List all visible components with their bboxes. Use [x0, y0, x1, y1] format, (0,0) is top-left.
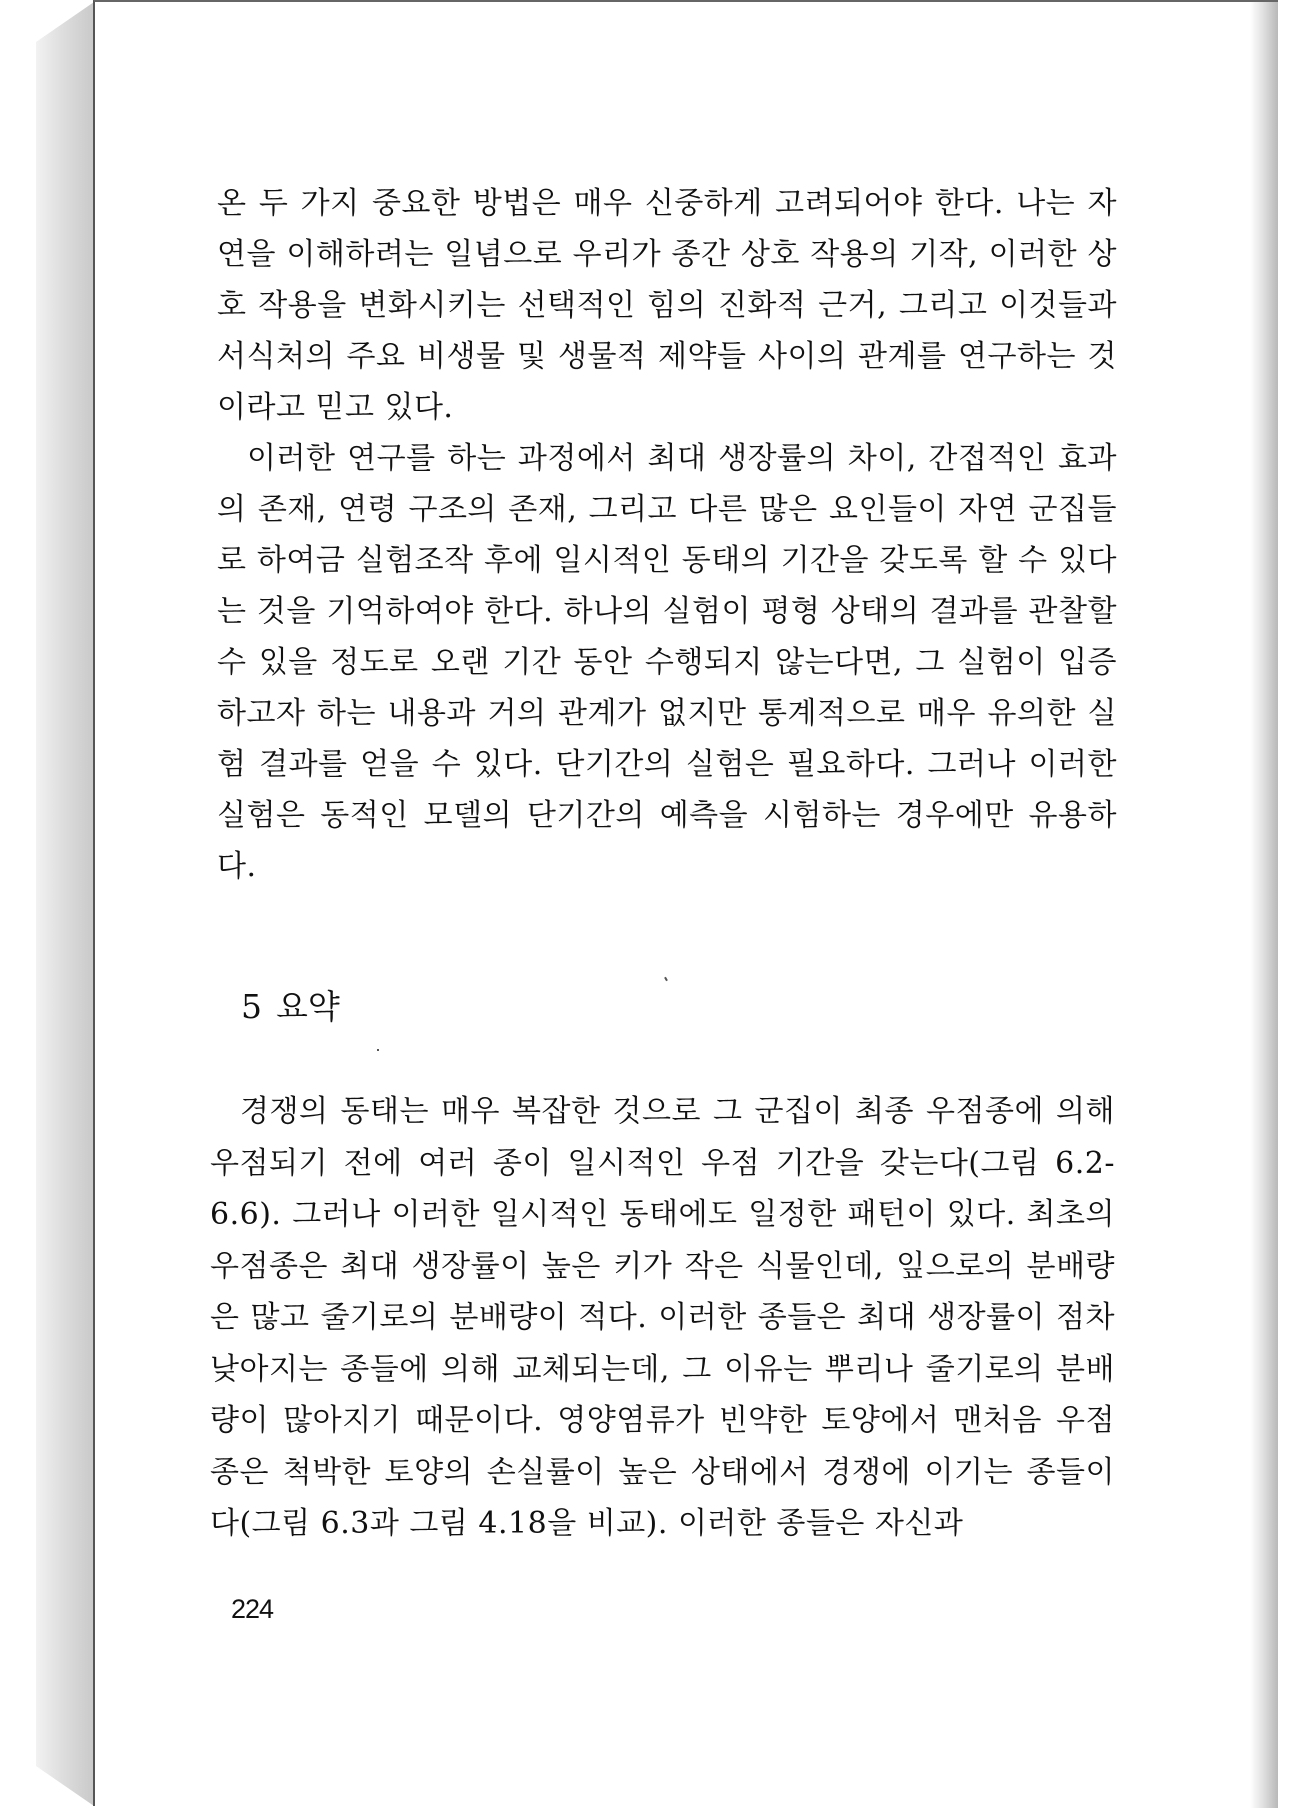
print-speck	[377, 1049, 379, 1051]
body-text	[217, 178, 1117, 892]
section-heading	[241, 981, 340, 1028]
section-number: 5	[241, 987, 262, 1026]
book-spine	[36, 2, 94, 1806]
body-paragraph-2: 이러한 연구를 하는 과정에서 최대 생장률의 차이, 간접적인 효과의 존재, 연령 구조의 존재, 그리고 다른 많은 요인들이 자연 군집들로 하여금 실험조작 후에 일시적인 동태의 기간을 갖도록 할 수 있다는 것을 기억하여야 한다. 하나의 실험이 평형 상태의 결과를 관찰할 수 있을 정도로 오랜 기간 동안 수행되지 않는다면, 그 실험이 입증하고자 하는 내용과 거의 관계가 없지만 통계적으로 매우 유의한 실험 결과를 얻을 수 있다. 단기간의 실험은 필요하다. 그러나 이러한 실험은 동적인 모델의 단기간의 예측을 시험하는 경우에만 유용하다.	[217, 441, 1117, 884]
section-title: 요약	[276, 987, 340, 1026]
summary-text	[210, 1086, 1115, 1550]
page-edge-shadow	[1250, 2, 1278, 1808]
summary-paragraph-1: 경쟁의 동태는 매우 복잡한 것으로 그 군집이 최종 우점종에 의해 우점되기 전에 여러 종이 일시적인 우점 기간을 갖는다(그림 6.2-6.6). 그러나 이러한 일시적인 동태에도 일정한 패턴이 있다. 최초의 우점종은 최대 생장률이 높은 키가 작은 식물인데, 잎으로의 분배량은 많고 줄기로의 분배량이 적다. 이러한 종들은 최대 생장률이 점차 낮아지는 종들에 의해 교체되는데, 그 이유는 뿌리나 줄기로의 분배량이 많아지기 때문이다. 영양염류가 빈약한 토양에서 맨처음 우점종은 척박한 토양의 손실률이 높은 상태에서 경쟁에 이기는 종들이다(그림 6.3과 그림 4.18을 비교). 이러한 종들은 자신과	[210, 1094, 1115, 1541]
page-number: 224	[231, 1594, 274, 1624]
body-paragraph-1: 온 두 가지 중요한 방법은 매우 신중하게 고려되어야 한다. 나는 자연을 이해하려는 일념으로 우리가 종간 상호 작용의 기작, 이러한 상호 작용을 변화시키는 선택적인 힘의 진화적 근거, 그리고 이것들과 서식처의 주요 비생물 및 생물적 제약들 사이의 관계를 연구하는 것이라고 믿고 있다.	[217, 186, 1117, 425]
